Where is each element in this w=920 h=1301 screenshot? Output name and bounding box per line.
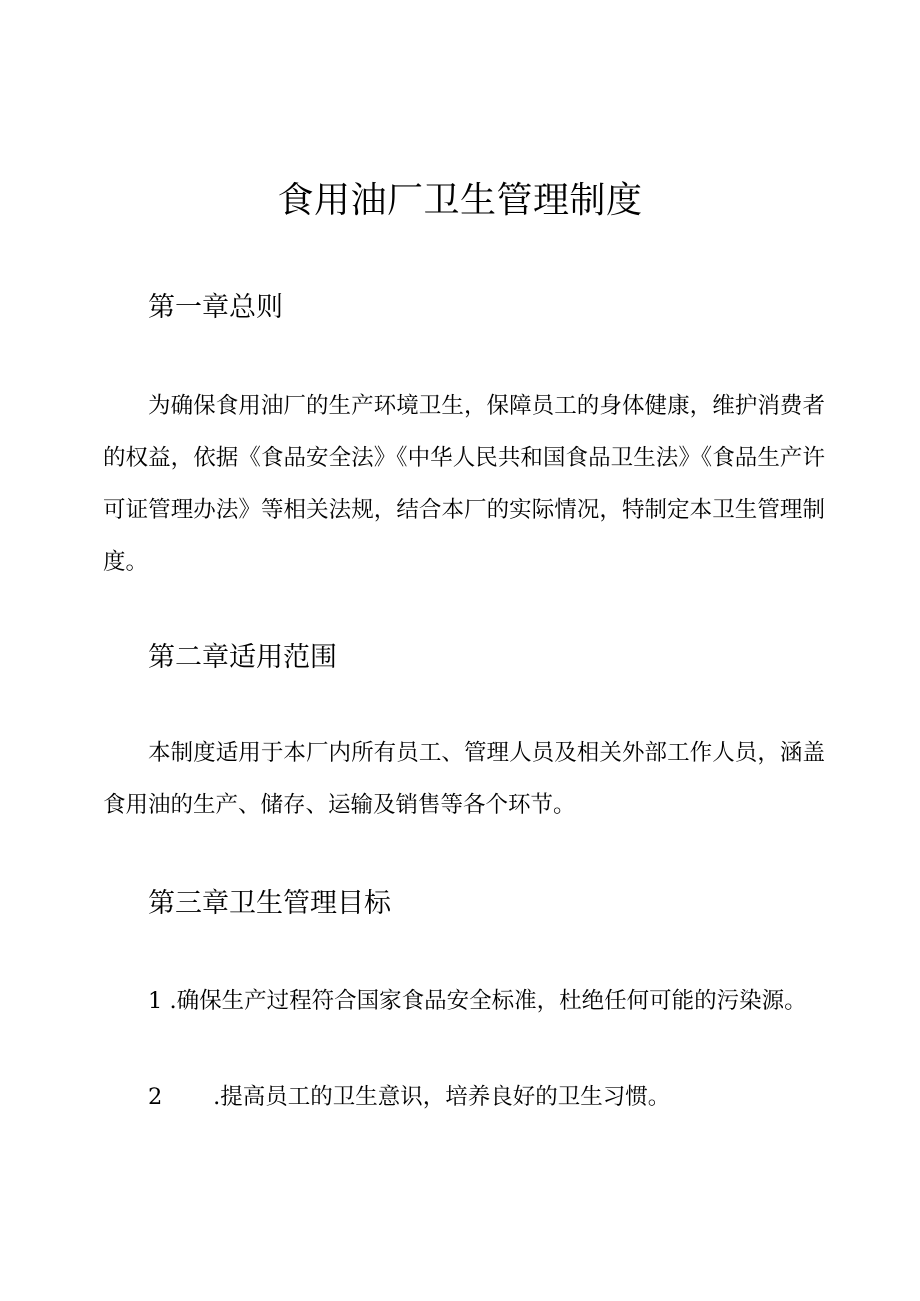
list-item [103,1071,825,1123]
list-item-number: 1 [148,988,163,1014]
list-item-text: .确保生产过程符合国家食品安全标准，杜绝任何可能的污染源。 [169,988,807,1014]
chapter-2-heading: 第二章适用范围 [148,642,337,673]
chapter-1-paragraph: 为确保食用油厂的生产环境卫生，保障员工的身体健康，维护消费者的权益，依据《食品安全法》《中华人民共和国食品卫生法》《食品生产许可证管理办法》等相关法规，结合本厂的实际情况，特制定本卫生管理制度。 [103,393,825,575]
chapter-1-heading: 第一章总则 [148,292,283,323]
chapter-2-paragraph: 本制度适用于本厂内所有员工、管理人员及相关外部工作人员，涵盖食用油的生产、储存、运输及销售等各个环节。 [103,740,825,818]
document-title: 食用油厂卫生管理制度 [277,180,643,221]
chapter-3-heading: 第三章卫生管理目标 [148,888,391,919]
list-item-text: .提高员工的卫生意识，培养良好的卫生习惯。 [213,1084,671,1110]
list-item [103,975,825,1027]
list-item-number: 2 [148,1084,163,1110]
